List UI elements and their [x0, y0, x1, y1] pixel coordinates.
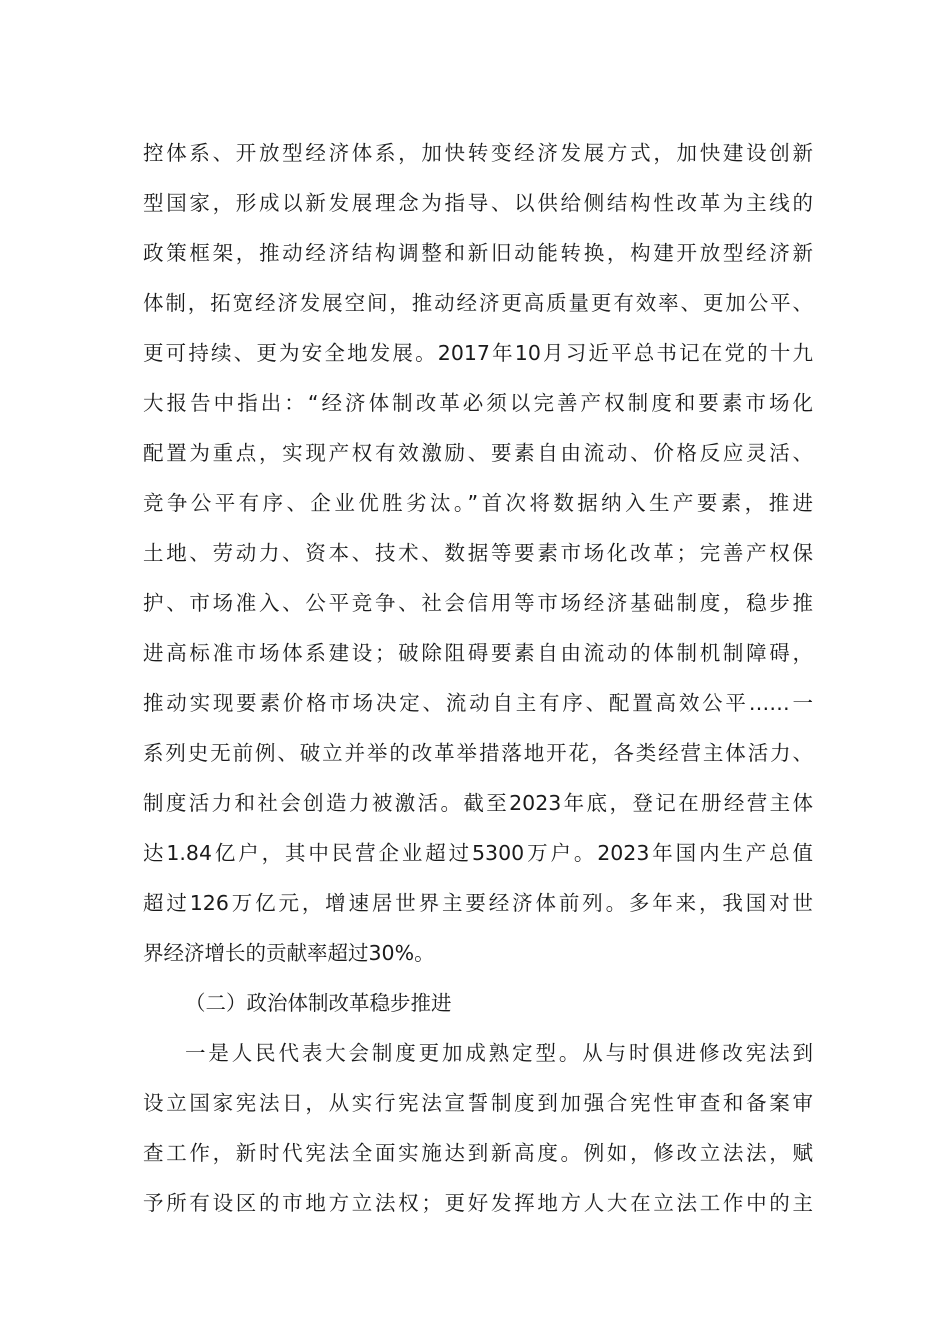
text-line: 护、市场准入、公平竞争、社会信用等市场经济基础制度，稳步推: [143, 591, 813, 615]
text-line: 竞争公平有序、企业优胜劣汰。”首次将数据纳入生产要素，推进: [143, 491, 813, 515]
text-line: 型国家，形成以新发展理念为指导、以供给侧结构性改革为主线的: [143, 191, 813, 215]
text-line: 制度活力和社会创造力被激活。截至2023年底，登记在册经营主体: [143, 791, 813, 815]
text-line: 界经济增长的贡献率超过30%。: [143, 941, 435, 965]
text-line: 政策框架，推动经济结构调整和新旧动能转换，构建开放型经济新: [143, 241, 813, 265]
text-line: 超过126万亿元，增速居世界主要经济体前列。多年来，我国对世: [143, 891, 813, 915]
text-line: 进高标准市场体系建设；破除阻碍要素自由流动的体制机制障碍，: [143, 641, 813, 665]
text-line: 推动实现要素价格市场决定、流动自主有序、配置高效公平……一: [143, 691, 813, 715]
text-line: 体制，拓宽经济发展空间，推动经济更高质量更有效率、更加公平、: [143, 291, 813, 315]
text-line: 大报告中指出：“经济体制改革必须以完善产权制度和要素市场化: [143, 391, 813, 415]
text-line: 系列史无前例、破立并举的改革举措落地开花，各类经营主体活力、: [143, 741, 813, 765]
text-line: 达1.84亿户，其中民营企业超过5300万户。2023年国内生产总值: [143, 841, 813, 865]
text-line: 控体系、开放型经济体系，加快转变经济发展方式，加快建设创新: [143, 141, 813, 165]
text-line: 配置为重点，实现产权有效激励、要素自由流动、价格反应灵活、: [143, 441, 813, 465]
text-line: 查工作，新时代宪法全面实施达到新高度。例如，修改立法法，赋: [143, 1141, 813, 1165]
text-line: 土地、劳动力、资本、技术、数据等要素市场化改革；完善产权保: [143, 541, 813, 565]
text-line: 予所有设区的市地方立法权；更好发挥地方人大在立法工作中的主: [143, 1191, 813, 1215]
text-line: 更可持续、更为安全地发展。2017年10月习近平总书记在党的十九: [143, 341, 813, 365]
text-line: 一是人民代表大会制度更加成熟定型。从与时俱进修改宪法到: [185, 1041, 813, 1065]
text-line: 设立国家宪法日，从实行宪法宣誓制度到加强合宪性审查和备案审: [143, 1091, 813, 1115]
section-heading: （二）政治体制改革稳步推进: [185, 991, 452, 1015]
